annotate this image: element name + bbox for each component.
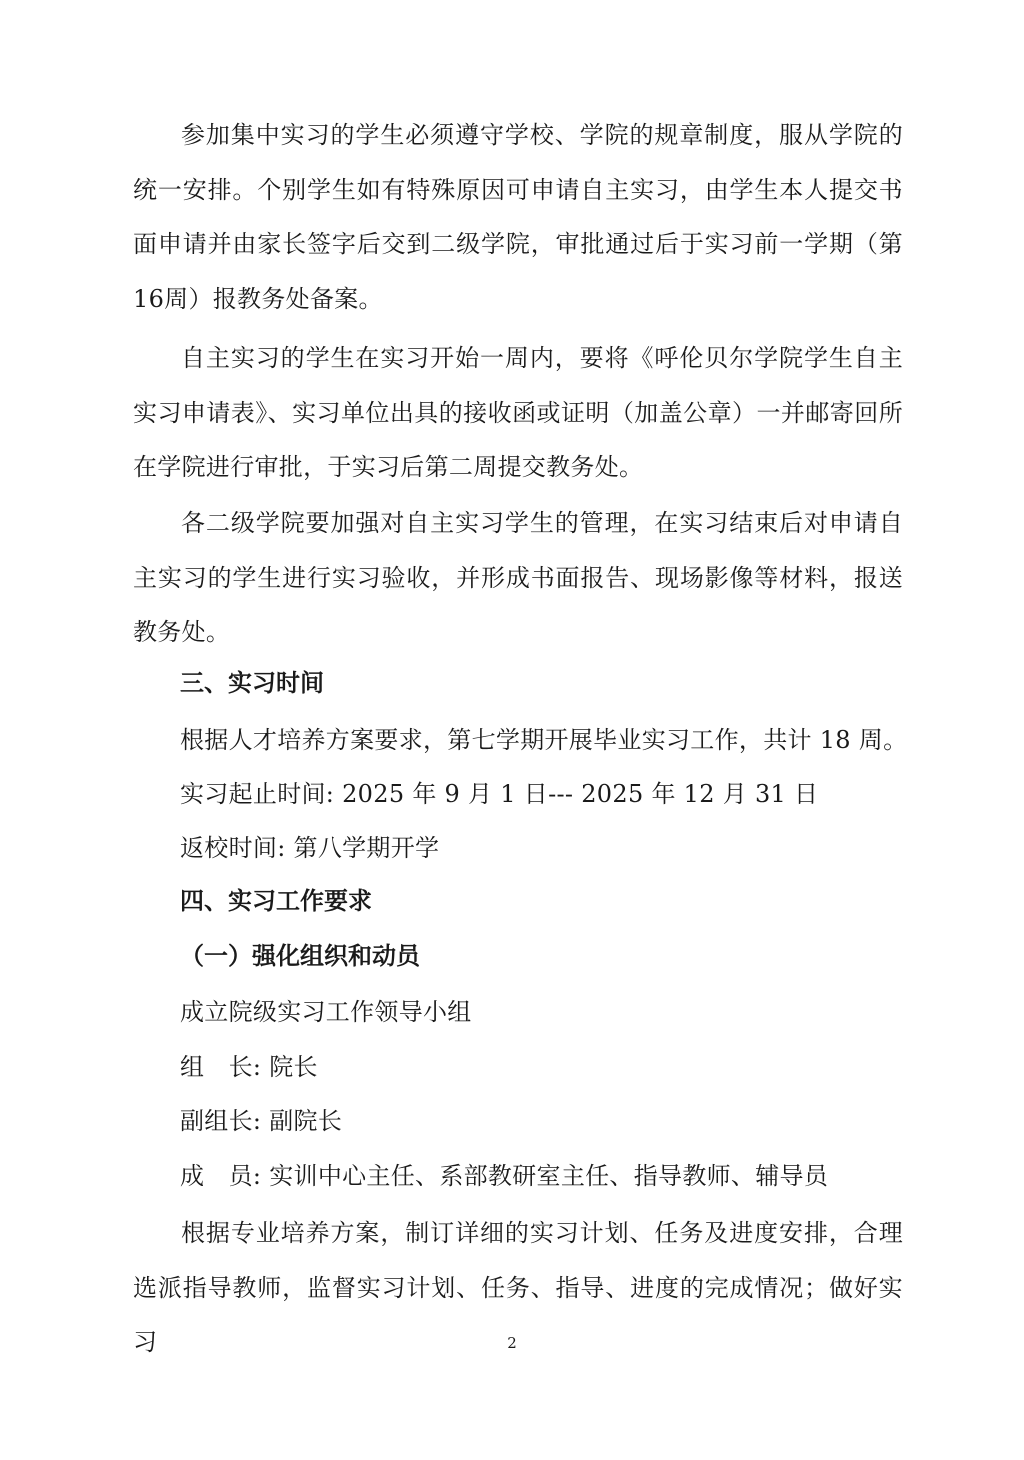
paragraph-centralized-internship: 参加集中实习的学生必须遵守学校、学院的规章制度，服从学院的统一安排。个别学生如有特殊原因可申请自主实习，由学生本人提交书面申请并由家长签字后交到二级学院，审批通过后于实习前一学期（第16周）报教务处备案。 xyxy=(133,121,903,313)
text-return-time: 返校时间: 第八学期开学 xyxy=(180,834,440,862)
subsection-heading-organization: （一）强化组织和动员 xyxy=(180,942,420,970)
text-group-leader: 组 长: 院长 xyxy=(180,1053,318,1081)
text-internship-duration: 根据人才培养方案要求，第七学期开展毕业实习工作，共计 18 周。 xyxy=(180,726,908,754)
text-internship-dates: 实习起止时间: 2025 年 9 月 1 日--- 2025 年 12 月 31 日 xyxy=(180,780,819,808)
text-group-members: 成 员: 实训中心主任、系部教研室主任、指导教师、辅导员 xyxy=(180,1162,829,1190)
paragraph-internship-plan: 根据专业培养方案，制订详细的实习计划、任务及进度安排，合理选派指导教师，监督实习计划、任务、指导、进度的完成情况；做好实习 xyxy=(133,1219,903,1356)
text-leadership-group: 成立院级实习工作领导小组 xyxy=(180,998,472,1026)
section-heading-internship-time: 三、实习时间 xyxy=(180,669,324,697)
text-deputy-leader: 副组长: 副院长 xyxy=(180,1107,343,1135)
page-number: 2 xyxy=(507,1334,517,1352)
section-heading-work-requirements: 四、实习工作要求 xyxy=(180,887,372,915)
paragraph-self-internship-materials: 自主实习的学生在实习开始一周内，要将《呼伦贝尔学院学生自主实习申请表》、实习单位出具的接收函或证明（加盖公章）一并邮寄回所在学院进行审批，于实习后第二周提交教务处。 xyxy=(133,344,903,481)
paragraph-college-management: 各二级学院要加强对自主实习学生的管理，在实习结束后对申请自主实习的学生进行实习验收，并形成书面报告、现场影像等材料，报送教务处。 xyxy=(133,509,903,646)
